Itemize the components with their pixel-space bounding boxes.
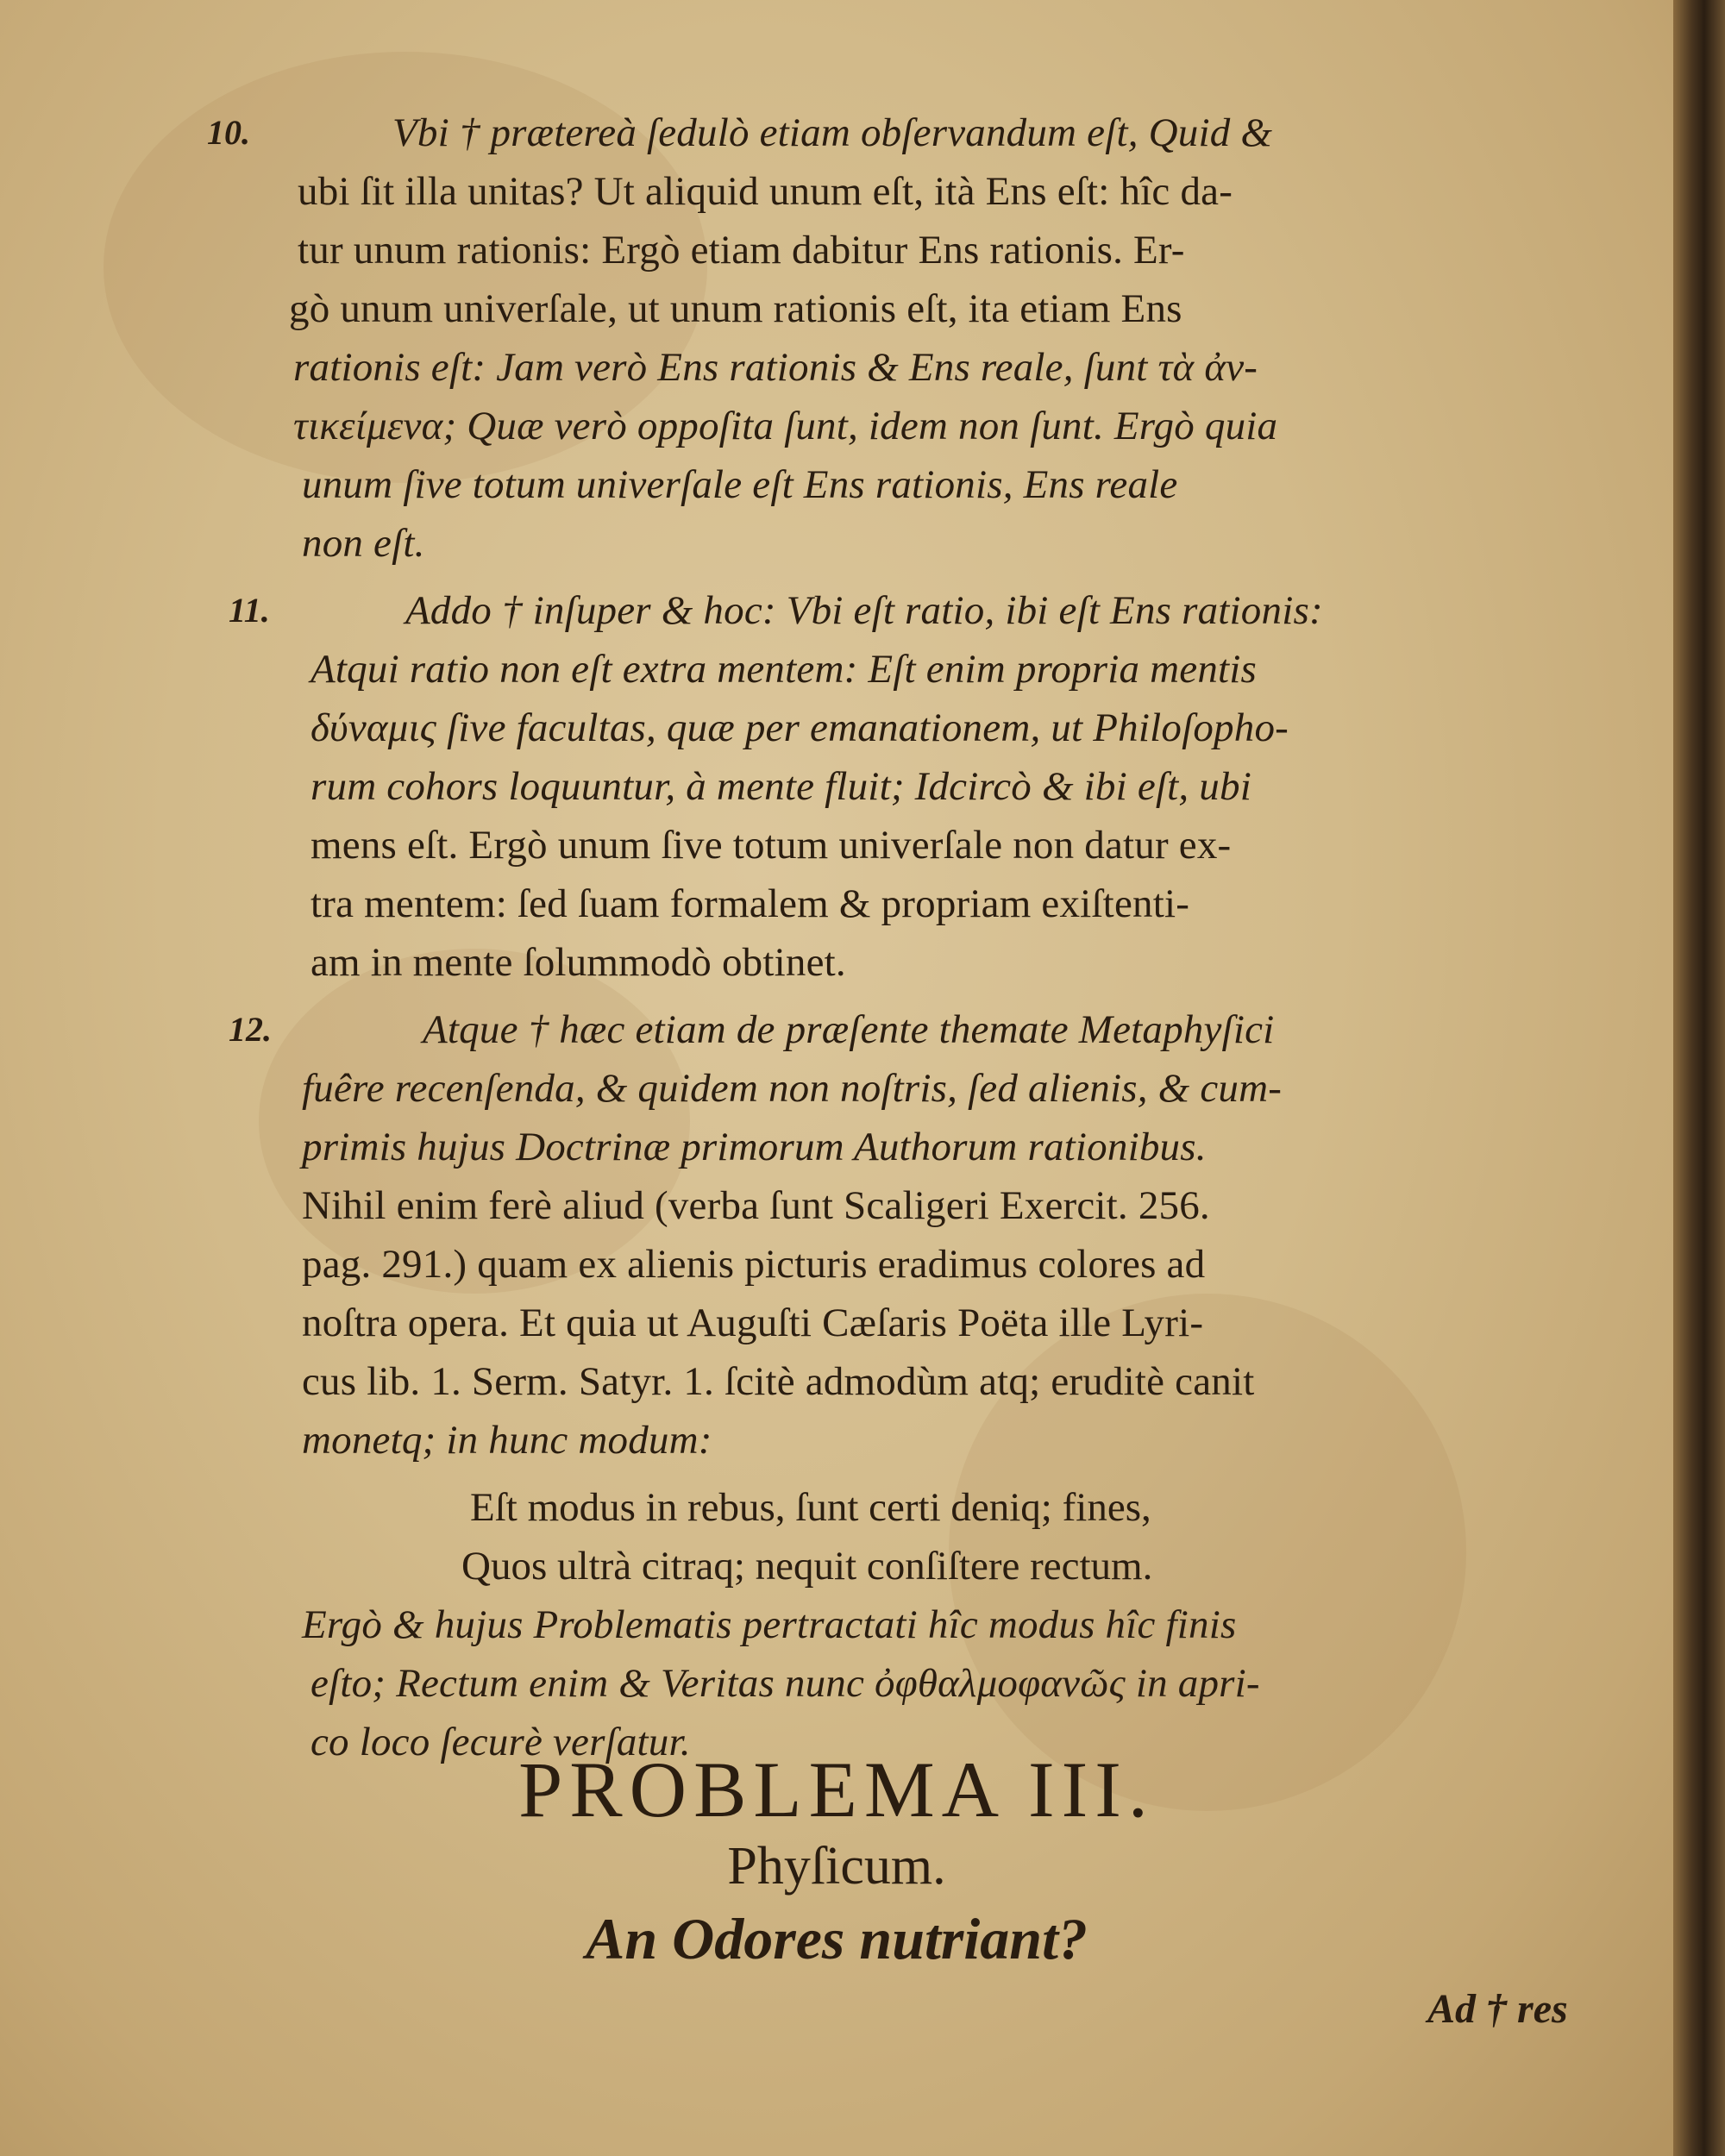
main-text bbox=[207, 103, 1609, 1771]
text-line: monetq; in hunc modum: bbox=[302, 1418, 712, 1463]
catchword: Ad † res bbox=[1427, 1986, 1568, 2032]
text-line: rum cohors loquuntur, à mente fluit; Idcircò & ibi eſt, ubi bbox=[310, 764, 1251, 809]
text-line: Addo † inſuper & hoc: Vbi eſt ratio, ibi eſt Ens rationis: bbox=[405, 588, 1323, 633]
text-line: τικείμενα; Quæ verò oppoſita ſunt, idem non ſunt. Ergò quia bbox=[293, 404, 1278, 448]
paragraph-10 bbox=[207, 103, 1609, 573]
text-line: eſto; Rectum enim & Veritas nunc ὀφθαλμοφανῶς in apri- bbox=[310, 1661, 1260, 1706]
paragraph-12 bbox=[229, 1000, 1609, 1470]
problem-question: An Odores nutriant? bbox=[586, 1906, 1088, 1971]
text-line: tur unum rationis: Ergò etiam dabitur Ens rationis. Er- bbox=[298, 228, 1185, 273]
text-line: Ergò & hujus Problematis pertractati hîc modus hîc finis bbox=[302, 1602, 1237, 1647]
text-line: Vbi † prætereà ſedulò etiam obſervandum eſt, Quid & bbox=[392, 110, 1273, 155]
text-line: ubi ſit illa unitas? Ut aliquid unum eſt, ità Ens eſt: hîc da- bbox=[298, 169, 1233, 214]
verse-line: Eſt modus in rebus, ſunt certi deniq; fines, bbox=[470, 1485, 1151, 1530]
text-line: pag. 291.) quam ex alienis picturis eradimus colores ad bbox=[302, 1242, 1206, 1287]
verse-line: Quos ultrà citraq; nequit conſiſtere rectum. bbox=[461, 1544, 1153, 1589]
text-line: am in mente ſolummodò obtinet. bbox=[310, 940, 846, 985]
text-line: tra mentem: ſed ſuam formalem & propriam exiſtenti- bbox=[310, 881, 1190, 926]
verse-quote bbox=[229, 1478, 1609, 1595]
text-line: Atqui ratio non eſt extra mentem: Eſt enim propria mentis bbox=[310, 647, 1258, 692]
text-line: Nihil enim ferè aliud (verba ſunt Scaligeri Exercit. 256. bbox=[302, 1183, 1210, 1228]
paragraph-number: 10. bbox=[207, 113, 250, 152]
text-line: non eſt. bbox=[302, 521, 425, 566]
text-line: cus lib. 1. Serm. Satyr. 1. ſcitè admodùm atq; eruditè canit bbox=[302, 1359, 1255, 1404]
text-line: Atque † hæc etiam de præſente themate Metaphyſici bbox=[423, 1007, 1275, 1052]
text-line: mens eſt. Ergò unum ſive totum univerſale non datur ex- bbox=[310, 823, 1232, 868]
problem-heading: PROBLEMA III. bbox=[518, 1745, 1155, 1833]
problem-subtitle: Phyſicum. bbox=[727, 1837, 946, 1896]
paragraph-number: 12. bbox=[229, 1010, 272, 1049]
paragraph-number: 11. bbox=[229, 591, 270, 630]
text-line: fuêre recenſenda, & quidem non noſtris, ſed alienis, & cum- bbox=[302, 1066, 1283, 1111]
text-line: gò unum univerſale, ut unum rationis eſt, ita etiam Ens bbox=[289, 286, 1182, 331]
paragraph-11 bbox=[229, 581, 1609, 992]
text-line: co loco ſecurè verſatur. bbox=[310, 1720, 691, 1764]
text-line: noſtra opera. Et quia ut Auguſti Cæſaris Poëta ille Lyri- bbox=[302, 1300, 1204, 1345]
text-line: unum ſive totum univerſale eſt Ens rationis, Ens reale bbox=[302, 462, 1178, 507]
book-gutter bbox=[1673, 0, 1725, 2156]
text-line: primis hujus Doctrinæ primorum Authorum rationibus. bbox=[302, 1125, 1207, 1169]
text-line: rationis eſt: Jam verò Ens rationis & Ens reale, ſunt τὰ ἀν- bbox=[293, 345, 1258, 390]
text-line: δύναμις ſive facultas, quæ per emanationem, ut Philoſopho- bbox=[310, 705, 1289, 750]
